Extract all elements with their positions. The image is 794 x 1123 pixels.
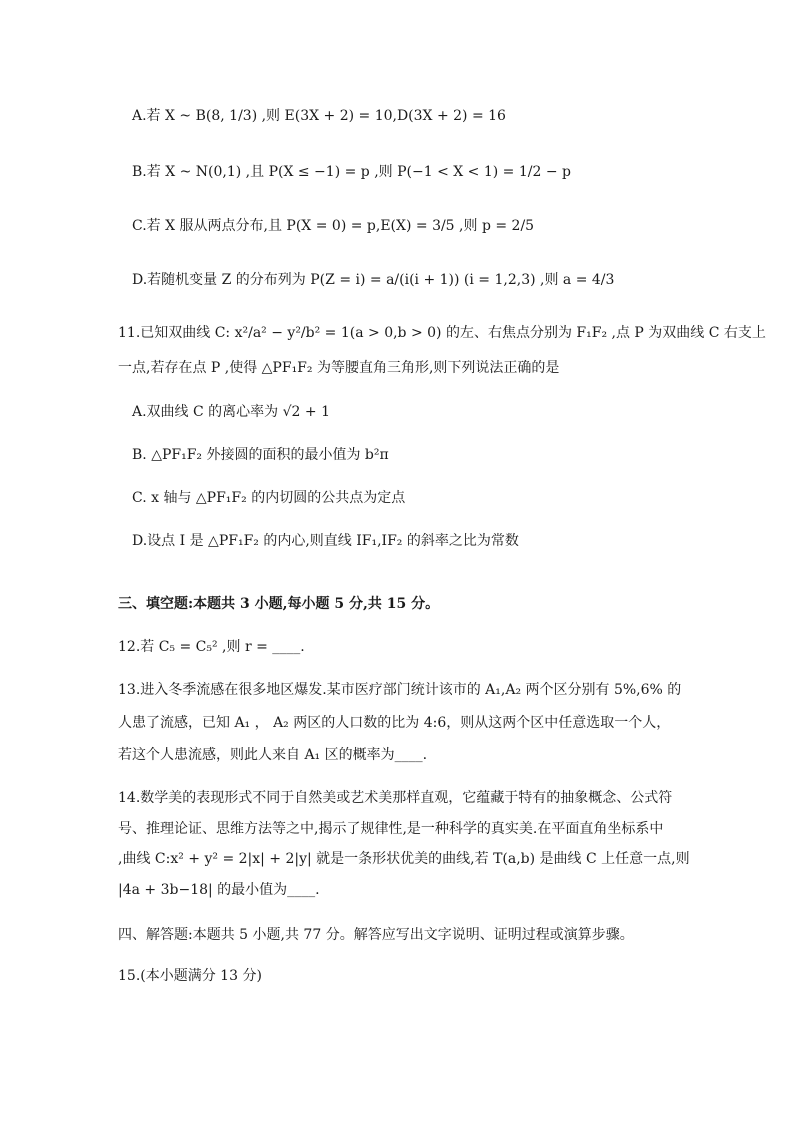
q12-text: 12.若 C₅ = C₅² ,则 r = ____. (118, 639, 305, 655)
q10-option-d: D.若随机变量 Z 的分布列为 P(Z = i) = a/(i(i + 1)) (i = 1,2,3) ,则 a = 4/3 (132, 272, 615, 288)
q13-line3: 若这个人患流感，则此人来自 A₁ 区的概率为____. (118, 747, 428, 763)
q14-line3: ,曲线 C:x² + y² = 2|x| + 2|y| 就是一条形状优美的曲线,若 T(a,b) 是曲线 C 上任意一点,则 (118, 851, 690, 867)
q15-title: 15.(本小题满分 13 分) (118, 968, 262, 984)
q11-option-a: A.双曲线 C 的离心率为 √2 + 1 (132, 404, 330, 420)
q13-line1: 13.进入冬季流感在很多地区爆发.某市医疗部门统计该市的 A₁,A₂ 两个区分别有 5%,6% 的 (118, 682, 682, 698)
q14-line1: 14.数学美的表现形式不同于自然美或艺术美那样直观，它蕴藏于特有的抽象概念、公式符 (118, 790, 673, 806)
section-3-heading: 三、填空题:本题共 3 小题,每小题 5 分,共 15 分。 (118, 596, 440, 612)
q10-option-b: B.若 X ~ N(0,1) ,且 P(X ≤ −1) = p ,则 P(−1 < X < 1) = 1/2 − p (132, 164, 571, 180)
section-4-heading: 四、解答题:本题共 5 小题,共 77 分。解答应写出文字说明、证明过程或演算步骤。 (118, 927, 634, 943)
q10-option-a: A.若 X ~ B(8, 1/3) ,则 E(3X + 2) = 10,D(3X + 2) = 16 (132, 108, 506, 124)
q14-line2: 号、推理论证、思维方法等之中,揭示了规律性,是一种科学的真实美.在平面直角坐标系中 (118, 821, 664, 837)
q11-option-d: D.设点 I 是 △PF₁F₂ 的内心,则直线 IF₁,IF₂ 的斜率之比为常数 (132, 533, 519, 549)
q11-option-b: B. △PF₁F₂ 外接圆的面积的最小值为 b²π (132, 447, 389, 463)
q14-line4: |4a + 3b−18| 的最小值为____. (118, 882, 320, 898)
q11-stem-line2: 一点,若存在点 P ,使得 △PF₁F₂ 为等腰直角三角形,则下列说法正确的是 (118, 360, 560, 376)
q10-option-c: C.若 X 服从两点分布,且 P(X = 0) = p,E(X) = 3/5 ,则 p = 2/5 (132, 218, 535, 234)
q13-line2: 人患了流感，已知 A₁ ， A₂ 两区的人口数的比为 4:6，则从这两个区中任意选取一个人， (118, 715, 671, 731)
q11-stem-line1: 11.已知双曲线 C: x²/a² − y²/b² = 1(a > 0,b > 0) 的左、右焦点分别为 F₁F₂ ,点 P 为双曲线 C 右支上 (118, 325, 766, 341)
q11-option-c: C. x 轴与 △PF₁F₂ 的内切圆的公共点为定点 (132, 490, 406, 506)
